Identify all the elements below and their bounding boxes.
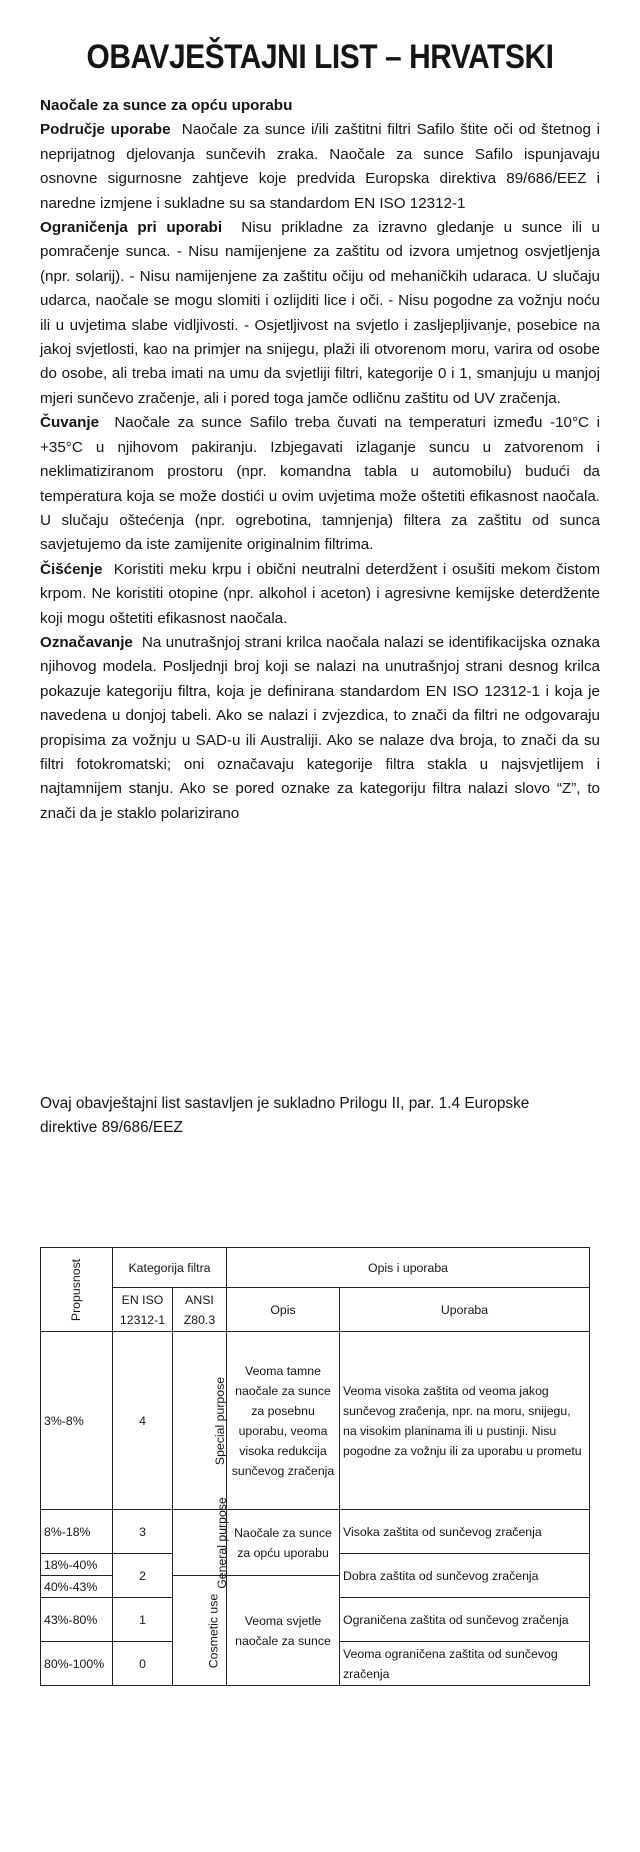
section-marking — [40, 631, 600, 826]
use-cell: Veoma visoka zaštita od veoma jakog sunčevog zračenja, npr. na moru, snijegu, na visokim planinama ili u pustinji. Nisu pogodne za vožnju ili za uporabu u prometu — [340, 1332, 590, 1510]
section-limitations — [40, 216, 600, 411]
table-row — [41, 1510, 590, 1554]
group-general-purpose: General purpose — [173, 1510, 227, 1576]
propusnost-cell: 43%-80% — [41, 1598, 113, 1642]
section-text: Na unutrašnjoj strani krilca naočala nalazi se identifikacijska oznaka njihovog modela. Posljednji broj koji se nalazi na unutrašnjoj strani desnog krilca pokazuje kategoriju filtra, koja je definirana standardom EN ISO 12312-1 i koja je navedena u donjoj tabeli. Ako se nalazi i zvjezdica, to znači da filtri ne odgovaraju propisima za vožnju u SAD-u ili Australiji. Ako se nalaze dva broja, to znači da su filtri fotokromatski; oni označavaju kategorije filtra stakla u najsvjetlijem i najtamnijem stanju. Ako se pored oznake za kategoriju filtra nalazi slovo “Z”, to znači da je staklo polarizirano — [40, 633, 600, 822]
section-text: Nisu prikladne za izravno gledanje u sunce ili u pomračenje sunca. - Nisu namijenjene za zaštitu od izvora umjetnog osvjetljenja (npr. solarij). - Nisu namijenjene za zaštitu očiju od mehaničkih udaraca. U slučaju udarca, naočale se mogu slomiti i ozlijditi lice i oči. - Nisu pogodne za vožnju noću ili u uvjetima slabe vidljivosti. - Osjetljivost na svjetlo i zasljepljivanje, posebice na jakoj svjetlosti, kao na primjer na snijegu, plaži ili otvorenom moru, varira od osobe do osobe, ali treba imati na umu da svjetliji filtri, kategorije 0 i 1, smanjuju u manjoj mjeri sunčevo zračenje, ali i pored toga jamče odličnu zaštitu od UV zračenja. — [40, 219, 600, 407]
section-heading: Čišćenje — [40, 560, 103, 578]
section-cleaning — [40, 558, 600, 631]
use-cell: Visoka zaštita od sunčevog zračenja — [340, 1510, 590, 1554]
propusnost-cell: 80%-100% — [41, 1642, 113, 1686]
section-heading: Čuvanje — [40, 414, 100, 432]
compliance-note: Ovaj obavještajni list sastavljen je sukladno Prilogu II, par. 1.4 Europske direktive 89/686/EEZ — [40, 1095, 530, 1136]
description-cell: Naočale za sunce za opću uporabu — [227, 1510, 340, 1576]
propusnost-cell: 18%-40% — [41, 1554, 113, 1576]
ansi-header: ANSI Z80.3 — [173, 1288, 227, 1332]
propusnost-cell: 8%-18% — [41, 1510, 113, 1554]
category-cell: 4 — [113, 1332, 173, 1510]
use-header: Uporaba — [340, 1288, 590, 1332]
document-subtitle: Naočale za sunce za opću uporabu — [40, 97, 293, 114]
group-cosmetic-use: Cosmetic use — [173, 1576, 227, 1686]
propusnost-cell: 40%-43% — [41, 1576, 113, 1598]
section-storage — [40, 411, 600, 557]
category-cell: 0 — [113, 1642, 173, 1686]
propusnost-header: Propusnost — [41, 1248, 113, 1332]
section-heading: Ograničenja pri uporabi — [40, 219, 223, 237]
propusnost-cell: 3%-8% — [41, 1332, 113, 1510]
category-cell: 3 — [113, 1510, 173, 1554]
en-iso-header: EN ISO 12312-1 — [113, 1288, 173, 1332]
group-special-purpose: Special purpose — [173, 1332, 227, 1510]
category-cell: 1 — [113, 1598, 173, 1642]
description-header: Opis — [227, 1288, 340, 1332]
use-cell: Ograničena zaštita od sunčevog zračenja — [340, 1598, 590, 1642]
section-text: Koristiti meku krpu i obični neutralni deterdžent i osušiti mekom čistom krpom. Ne koristiti otopine (npr. alkohol i aceton) i agresivne kemijske deterdžente koji mogu oštetiti efikasnost naočala. — [40, 560, 600, 627]
section-text: Naočale za sunce i/ili zaštitni filtri Safilo štite oči od štetnog i neprijatnog djelovanja sunčevih zraka. Naočale za sunce Safilo ispunjavaju osnovne sigurnosne zahtjeve koje predvida Europska direktiva 89/686/EEZ i naredne izmjene i sukladne su sa standardom EN ISO 12312-1 — [40, 121, 600, 212]
section-area-of-use — [40, 118, 600, 216]
description-cell: Veoma svjetle naočale za sunce — [227, 1576, 340, 1686]
use-cell: Dobra zaštita od sunčevog zračenja — [340, 1554, 590, 1598]
body-text — [40, 94, 600, 826]
use-cell: Veoma ograničena zaštita od sunčevog zračenja — [340, 1642, 590, 1686]
description-cell: Veoma tamne naočale za sunce za posebnu uporabu, veoma visoka redukcija sunčevog zračenja — [227, 1332, 340, 1510]
category-header: Kategorija filtra — [113, 1248, 227, 1288]
section-text: Naočale za sunce Safilo treba čuvati na temperaturi između -10°C i +35°C u njihovom pakiranju. Izbjegavati izlaganje suncu u zatvorenom i neklimatiziranom prostoru (npr. komandna tabla u automobilu) budući da temperatura koja se može dostići u ovim uvjetima može oštetiti efikasnost naočala. U slučaju oštećenja (npr. ogrebotina, tamnjenja) filtera za zaštitu od sunca savjetujemo da iste zamijenite originalnim filtrima. — [40, 414, 600, 554]
page-title: OBAVJEŠTAJNI LIST – HRVATSKI — [86, 38, 554, 76]
table-subheader-row — [41, 1288, 590, 1332]
table-header-row — [41, 1248, 590, 1288]
description-use-header: Opis i uporaba — [227, 1248, 590, 1288]
section-heading: Označavanje — [40, 633, 133, 651]
table-row — [41, 1332, 590, 1510]
section-heading: Područje uporabe — [40, 121, 171, 139]
filter-category-table — [40, 1247, 590, 1686]
category-cell: 2 — [113, 1554, 173, 1598]
